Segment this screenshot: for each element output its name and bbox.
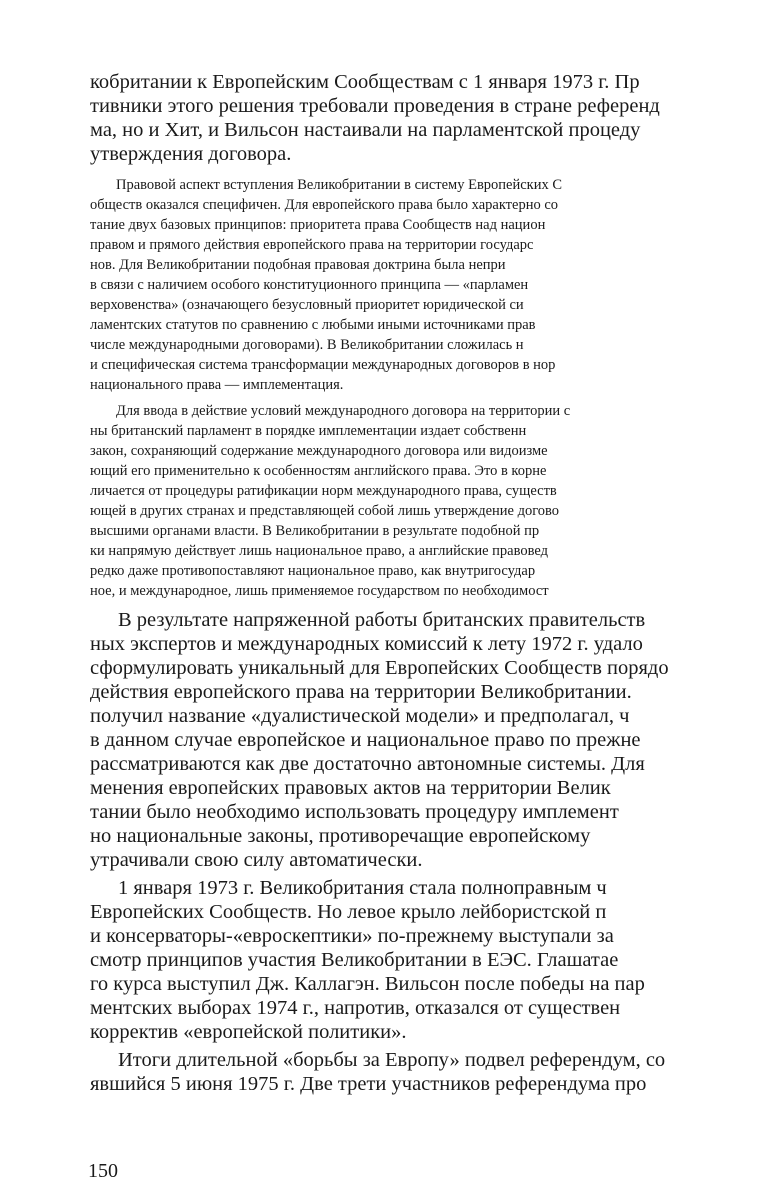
text-line: ющий его применительно к особенностям английского права. Это в корне xyxy=(90,463,547,479)
text-line: ных экспертов и международных комиссий к лету 1972 г. удало xyxy=(90,633,643,655)
text-line: утверждения договора. xyxy=(90,143,292,165)
text-line: высшими органами власти. В Великобритании в результате подобной пр xyxy=(90,523,540,539)
text-line: 1 января 1973 г. Великобритания стала полноправным ч xyxy=(118,877,607,899)
text-line: ющей в других странах и представляющей собой лишь утверждение догово xyxy=(90,503,560,519)
text-line: явшийся 5 июня 1975 г. Две трети участников референдума про xyxy=(90,1073,647,1095)
text-line: Для ввода в действие условий международного договора на территории с xyxy=(116,403,571,419)
text-line: Европейских Сообществ. Но левое крыло лейбористской п xyxy=(90,901,607,923)
text-line: кобритании к Европейским Сообществам с 1 января 1973 г. Пр xyxy=(90,71,640,93)
text-line: ное, и международное, лишь применяемое государством по необходимост xyxy=(90,583,549,599)
text-line: и специфическая система трансформации международных договоров в нор xyxy=(90,357,556,373)
text-line: ламентских статутов по сравнению с любыми иными источниками прав xyxy=(90,317,536,333)
text-line: национального права — имплементация. xyxy=(90,377,344,393)
text-line: смотр принципов участия Великобритании в ЕЭС. Глашатае xyxy=(90,949,619,971)
text-line: обществ оказался специфичен. Для европейского права было характерно со xyxy=(90,197,559,213)
text-line: тании было необходимо использовать процедуру имплемент xyxy=(90,801,619,823)
text-line: правом и прямого действия европейского права на территории государс xyxy=(90,237,534,253)
text-line: сформулировать уникальный для Европейских Сообществ порядо xyxy=(90,657,669,679)
text-line: тивники этого решения требовали проведения в стране референд xyxy=(90,95,660,117)
text-line: го курса выступил Дж. Каллагэн. Вильсон после победы на пар xyxy=(90,973,645,995)
text-line: и консерваторы-«евроскептики» по-прежнему выступали за xyxy=(90,925,614,947)
text-line: нов. Для Великобритании подобная правовая доктрина была непри xyxy=(90,257,506,273)
text-line: менения европейских правовых актов на территории Велик xyxy=(90,777,611,799)
text-line: в данном случае европейское и национальное право по прежне xyxy=(90,729,641,751)
text-line: но национальные законы, противоречащие европейскому xyxy=(90,825,591,847)
text-line: верховенства» (означающего безусловный приоритет юридической си xyxy=(90,297,524,313)
text-line: ки напрямую действует лишь национальное право, а английские правовед xyxy=(90,543,548,559)
text-line: ментских выборах 1974 г., напротив, отказался от существен xyxy=(90,997,621,1019)
text-line: ны британский парламент в порядке имплементации издает собственн xyxy=(90,423,527,439)
text-line: ма, но и Хит, и Вильсон настаивали на парламентской процеду xyxy=(90,119,641,141)
text-line: Итоги длительной «борьбы за Европу» подвел референдум, со xyxy=(118,1049,666,1071)
text-line: личается от процедуры ратификации норм международного права, существ xyxy=(90,483,557,499)
text-line: Правовой аспект вступления Великобритании в систему Европейских С xyxy=(116,177,563,193)
text-line: утрачивали свою силу автоматически. xyxy=(90,849,423,871)
text-line: получил название «дуалистической модели» и предполагал, ч xyxy=(90,705,630,727)
text-line: корректив «европейской политики». xyxy=(90,1021,407,1043)
text-line: тание двух базовых принципов: приоритета права Сообществ над национ xyxy=(90,217,546,233)
text-line: В результате напряженной работы британских правительств xyxy=(118,609,646,631)
text-line: действия европейского права на территории Великобритании. xyxy=(90,681,632,703)
text-line: рассматриваются как две достаточно автономные системы. Для xyxy=(90,753,645,775)
text-line: в связи с наличием особого конституционного принципа — «парламен xyxy=(90,277,529,293)
text-line: числе международными договорами). В Великобритании сложилась н xyxy=(90,337,524,353)
text-line: закон, сохраняющий содержание международного договора или видоизме xyxy=(90,443,548,459)
page-number: 150 xyxy=(88,1160,118,1182)
text-line: редко даже противопоставляют национальное право, как внутригосудар xyxy=(90,563,536,579)
